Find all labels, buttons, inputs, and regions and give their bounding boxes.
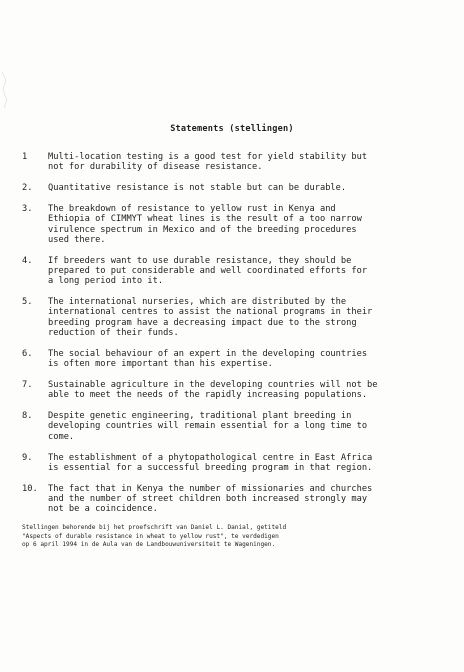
statement-item — [22, 204, 422, 245]
statement-item — [22, 183, 422, 193]
statement-text: The establishment of a phytopathological centre in East Africa is essential for a successful breeding program in that region. — [48, 452, 373, 473]
statement-number: 6. — [22, 348, 33, 359]
statements-list — [22, 152, 422, 525]
statement-item — [22, 297, 422, 338]
statement-number: 7. — [22, 380, 33, 391]
scan-edge-mark — [0, 70, 10, 110]
statement-text: Sustainable agriculture in the developing countries will not be able to meet the needs of the rapidly increasing populations. — [48, 380, 378, 401]
statement-text: The fact that in Kenya the number of missionaries and churches and the number of street children both increased strongly may not be a coincidence. — [48, 483, 373, 515]
statement-number: 2. — [22, 183, 33, 194]
statement-number: 5. — [22, 297, 33, 308]
statement-text: The international nurseries, which are distributed by the international centres to assist the national programs in their breeding program have a decreasing impact due to the strong reduction of their funds. — [48, 297, 373, 338]
document-title: Statements (stellingen) — [170, 124, 294, 134]
statement-text: The breakdown of resistance to yellow rust in Kenya and Ethiopia of CIMMYT wheat lines is the result of a too narrow virulence spectrum in Mexico and of the breeding procedures used there. — [48, 204, 362, 245]
statement-item — [22, 349, 422, 369]
statement-number: 1 — [22, 152, 28, 162]
statement-number: 3. — [22, 204, 33, 215]
statement-text: Quantitative resistance is not stable but can be durable. — [48, 183, 347, 194]
statement-text: If breeders want to use durable resistance, they should be prepared to put considerable and well coordinated efforts for a long period into it. — [48, 255, 368, 287]
statement-text: The social behaviour of an expert in the developing countries is often more important than his expertise. — [48, 348, 368, 370]
statement-text: Multi-location testing is a good test for yield stability but not for durability of disease resistance. — [48, 152, 368, 173]
statement-number: 10. — [22, 483, 38, 494]
statement-text: Despite genetic engineering, traditional plant breeding in developing countries will remain essential for a long time to come. — [48, 411, 368, 442]
statement-item — [22, 256, 422, 287]
statement-item — [22, 453, 422, 473]
statement-item — [22, 484, 422, 515]
statement-number: 4. — [22, 255, 33, 266]
statement-item — [22, 152, 422, 172]
document-footer: Stellingen behorende bij het proefschrift van Daniel L. Danial, getiteld "Aspects of durable resistance in wheat to yellow rust", te verdedigen op 6 april 1994 in de Aula van de Landbouwuniversiteit te Wageningen. — [22, 524, 287, 549]
statement-number: 9. — [22, 452, 33, 463]
statement-number: 8. — [22, 411, 33, 422]
statement-item — [22, 380, 422, 400]
statement-item — [22, 411, 422, 442]
